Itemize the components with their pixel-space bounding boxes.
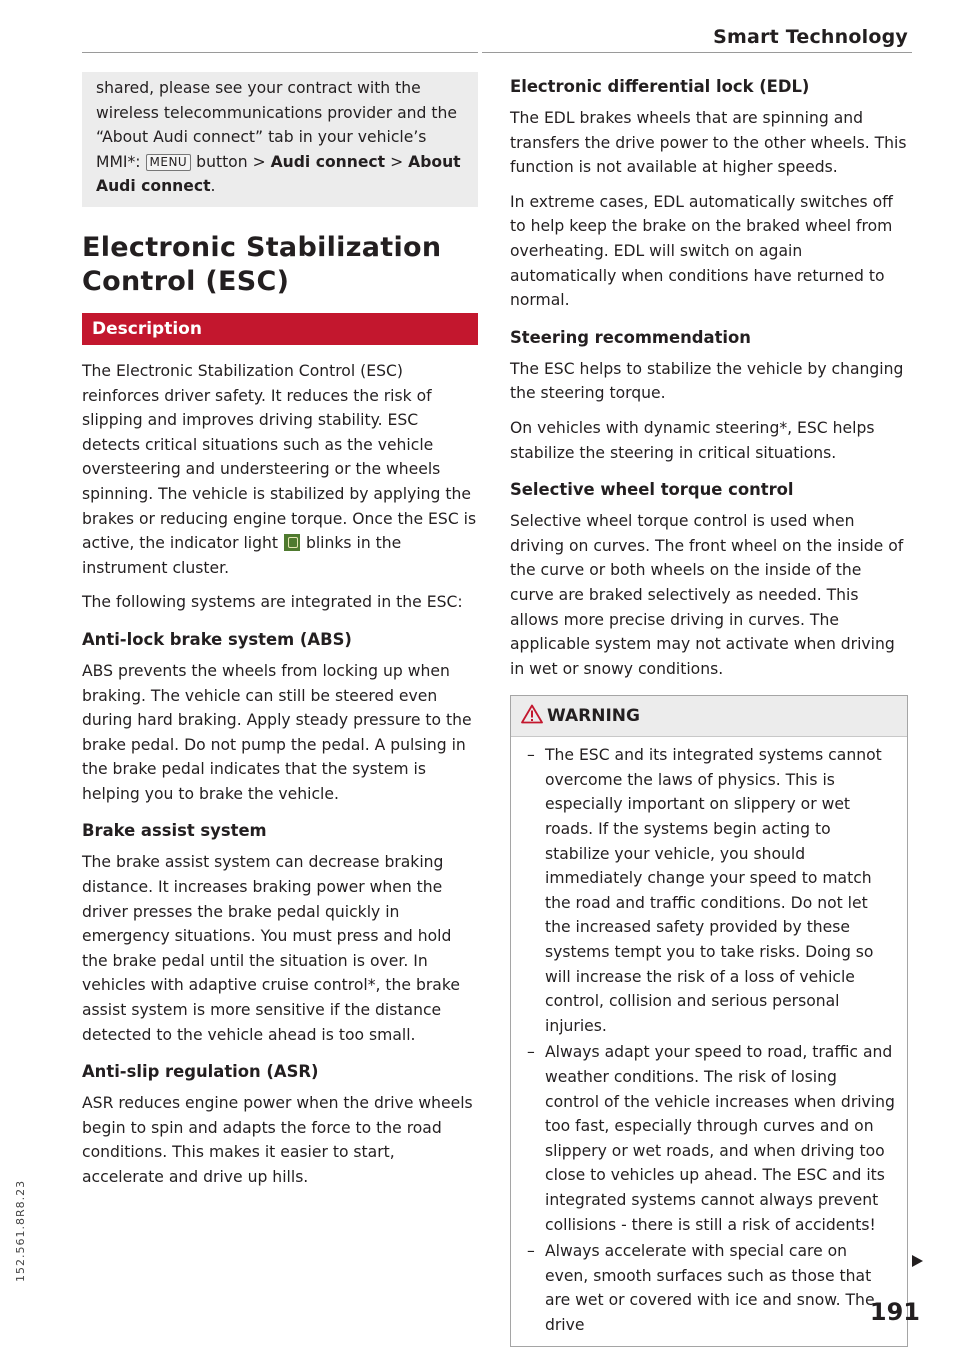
note-sep: > [385,152,409,171]
edl-heading: Electronic differential lock (EDL) [510,77,810,96]
section-title: Electronic Stabilization Control (ESC) [82,231,442,297]
steering-paragraph-1: The ESC helps to stabilize the vehicle by changing the steering torque. [510,359,904,403]
steering-paragraph-2: On vehicles with dynamic steering*, ESC helps stabilize the steering in critical situations. [510,418,875,462]
warning-item: – The ESC and its integrated systems cannot overcome the laws of physics. This is especially important on slippery or wet roads. If the systems begin acting to stabilize your vehicle, you should immediately change your speed to match the road and traffic conditions. Do not let the increased safety provided by these systems tempt you to take risks. Doing so will increase the risk of a loss of vehicle control, collision and serious personal injuries. [523,743,895,1038]
warning-title: WARNING [547,706,640,727]
left-column [82,72,478,1200]
desc-paragraph-2: The following systems are integrated in the ESC: [82,593,463,612]
desc-p1-b: blinks in the instrument cluster. [82,534,402,577]
note-text [96,76,464,199]
edl-paragraph-2: In extreme cases, EDL automatically switches off to help keep the brake on the braked wheel from overheating. EDL will switch on again automatically when conditions have returned to normal. [510,192,893,310]
header-title: Smart Technology [713,26,908,48]
edl-paragraph-1: The EDL brakes wheels that are spinning and transfers the drive power to the other wheels. This function is not available at higher speeds. [510,109,907,177]
desc-paragraph-1 [82,359,478,580]
header-rule-left [82,52,478,53]
warning-item: – Always adapt your speed to road, traffic and weather conditions. The risk of losing control of the vehicle increases when driving too fast, especially through curves and on slippery or wet roads, and when driving too close to vehicles up ahead. The ESC and its integrated systems cannot always prevent collisions - there is still a risk of accidents! [523,1040,895,1237]
header-rule-right [482,52,912,53]
steering-heading: Steering recommendation [510,327,751,347]
note-box [82,72,478,207]
abs-text: ABS prevents the wheels from locking up when braking. The vehicle can still be steered even during hard braking. Apply steady pressure to the brake pedal. Do not pump the pedal. A pulsing in the brake pedal indicates that the system is helping you to brake the vehicle. [82,661,472,803]
bas-text: The brake assist system can decrease braking distance. It increases braking power when the driver presses the brake pedal quickly in emergency situations. You must press and hold the brake pedal until the situation is over. In vehicles with adaptive cruise control*, the brake assist system is more sensitive if the distance detected to the vehicle ahead is too small. [82,853,460,1044]
desc-p1-a: The Electronic Stabilization Control (ESC) reinforces driver safety. It reduces the risk of slipping and improves driving stability. ESC detects critical situations such as the vehicle oversteering and understeering or the wheels spinning. The vehicle is stabilized by applying the brakes or reducing engine torque. Once the ESC is active, the indicator light [82,361,477,553]
asr-heading: Anti-slip regulation (ASR) [82,1062,319,1082]
warning-header [511,696,907,737]
note-text-mid: button > [191,152,271,171]
swtc-text: Selective wheel torque control is used when driving on curves. The front wheel on the inside of the curve or both wheels on the inside of the curve are braked selectively as needed. This allows more precise driving in curves. The applicable system may not activate when driving in wet or snowy conditions. [510,512,904,678]
warning-box [510,695,908,1346]
menu-key: MENU [146,154,192,171]
description-bar: Description [82,313,478,345]
page-number: 191 [869,1298,920,1326]
note-end: . [210,177,216,196]
next-page-arrow-icon [912,1255,923,1267]
menu-path-audi-connect: Audi connect [270,152,386,171]
bas-heading: Brake assist system [82,821,267,841]
warning-list [523,743,895,1337]
side-code: 152.561.8R8.23 [14,1179,27,1282]
esc-indicator-icon [284,534,300,551]
asr-text: ASR reduces engine power when the drive wheels begin to spin and adapts the force to the road conditions. This makes it easier to start, accelerate and drive up hills. [82,1094,473,1186]
swtc-heading: Selective wheel torque control [510,480,794,500]
warning-triangle-icon [521,704,543,724]
note-text-start: shared, please see your contract with the wireless telecommunications provider and the “About Audi connect” tab in your vehicle’s MMI*: [96,79,458,171]
right-column [510,72,908,1347]
menu-path-about: About Audi connect [96,152,461,196]
warning-item: – Always accelerate with special care on even, smooth surfaces such as those that are wet or covered with ice and snow. The drive [523,1239,895,1337]
abs-heading: Anti-lock brake system (ABS) [82,629,352,649]
warning-body [511,737,907,1345]
